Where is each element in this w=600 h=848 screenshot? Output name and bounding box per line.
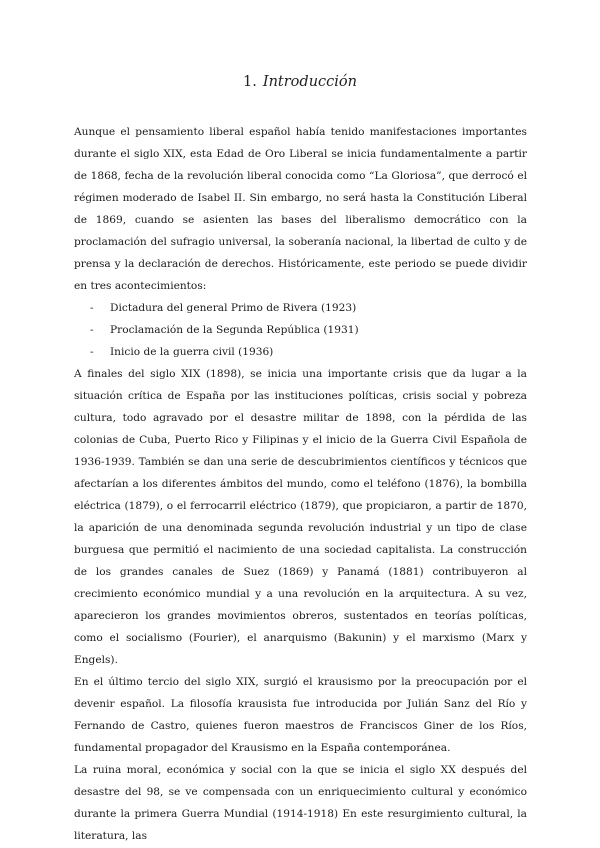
paragraph-2: A finales del siglo XIX (1898), se inicia una importante crisis que da lugar a la situación crítica de España por las instituciones políticas, crisis social y pobreza cultura, todo agravado por el desastre militar de 1898, con la pérdida de las colonias de Cuba, Puerto Rico y Filipinas y el inicio de la Guerra Civil Española de 1936-1939. También se dan una serie de descubrimientos científicos y técnicos que afectarían a los diferentes ámbitos del mundo, como el teléfono (1876), la bombilla eléctrica (1879), o el ferrocarril eléctrico (1879), que propiciaron, a partir de 1870, la aparición de una denominada segunda revolución industrial y un tipo de clase burguesa que permitió el nacimiento de una sociedad capitalista. La construcción de los grandes canales de Suez (1869) y Panamá (1881) contribuyeron al crecimiento económico mundial y a una revolución en la arquitectura. A su vez, aparecieron los grandes movimientos obreros, sustentados en teorías políticas, como el socialismo (Fourier), el anarquismo (Bakunin) y el marxismo (Marx y Engels). xyxy=(74,368,527,666)
section-heading xyxy=(0,74,600,90)
paragraph-1: Aunque el pensamiento liberal español había tenido manifestaciones importantes durante el siglo XIX, esta Edad de Oro Liberal se inicia fundamentalmente a partir de 1868, fecha de la revolución liberal conocida como “La Gloriosa”, que derrocó el régimen moderado de Isabel II. Sin embargo, no será hasta la Constitución Liberal de 1869, cuando se asienten las bases del liberalismo democrático con la proclamación del sufragio universal, la soberanía nacional, la libertad de culto y de prensa y la declaración de derechos. Históricamente, este periodo se puede dividir en tres acontecimientos: xyxy=(74,126,527,292)
list-item xyxy=(74,297,527,319)
body-text xyxy=(74,121,527,847)
list-item-text: Proclamación de la Segunda República (1931) xyxy=(110,324,359,336)
section-title: Introducción xyxy=(262,74,357,90)
events-list xyxy=(74,297,527,363)
paragraph-3: En el último tercio del siglo XIX, surgió el krausismo por la preocupación por el devenir español. La filosofía krausista fue introducida por Julián Sanz del Río y Fernando de Castro, quienes fueron maestros de Franciscos Giner de los Ríos, fundamental propagador del Krausismo en la España contemporánea. xyxy=(74,676,527,754)
paragraph-4: La ruina moral, económica y social con la que se inicia el siglo XX después del desastre del 98, se ve compensada con un enriquecimiento cultural y económico durante la primera Guerra Mundial (1914-1918) En este resurgimiento cultural, la literatura, las xyxy=(74,764,527,842)
list-item-text: Dictadura del general Primo de Rivera (1923) xyxy=(110,302,357,314)
section-number: 1. xyxy=(243,74,257,90)
dash-marker: - xyxy=(90,324,94,336)
list-item-text: Inicio de la guerra civil (1936) xyxy=(110,346,274,358)
list-item xyxy=(74,319,527,341)
dash-marker: - xyxy=(90,346,94,358)
list-item xyxy=(74,341,527,363)
dash-marker: - xyxy=(90,302,94,314)
